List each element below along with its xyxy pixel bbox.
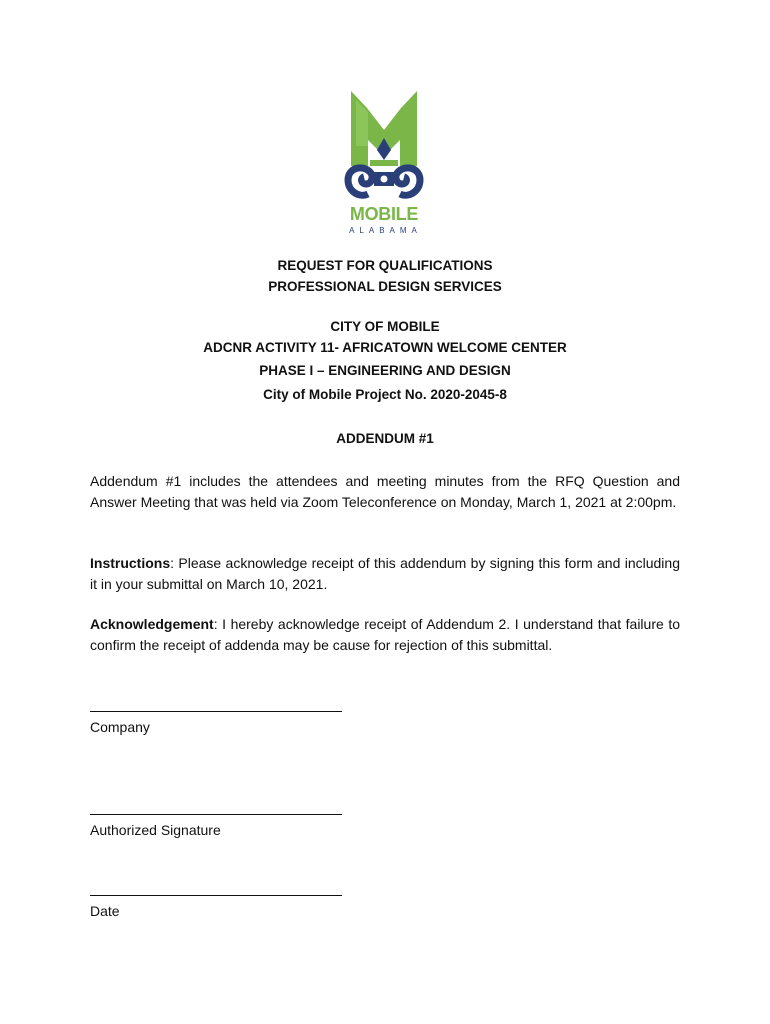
company-label: Company — [90, 719, 150, 735]
city-title: CITY OF MOBILE — [330, 319, 440, 334]
acknowledgement-label: Acknowledgement — [90, 616, 214, 632]
city-of-mobile-logo — [334, 88, 434, 240]
intro-paragraph: Addendum #1 includes the attendees and meeting minutes from the RFQ Question and Answer Meeting that was held via Zoom Teleconference on Monday, March 1, 2021 at 2:00pm. — [90, 473, 680, 510]
services-title: PROFESSIONAL DESIGN SERVICES — [268, 279, 502, 294]
addendum-heading: ADDENDUM #1 — [336, 431, 434, 446]
date-label: Date — [90, 903, 120, 919]
phase-title: PHASE I – ENGINEERING AND DESIGN — [259, 363, 511, 378]
authorized-signature-line[interactable] — [90, 814, 342, 815]
instructions-paragraph — [90, 553, 680, 594]
instructions-label: Instructions — [90, 555, 171, 571]
company-signature-line[interactable] — [90, 711, 342, 712]
date-signature-line[interactable] — [90, 895, 342, 896]
rfq-title: REQUEST FOR QUALIFICATIONS — [277, 258, 493, 273]
acknowledgement-text: : I hereby acknowledge receipt of Addendum 2. I understand that failure to confirm the receipt of addenda may be cause for rejection of this submittal. — [90, 616, 680, 653]
logo-wordmark: MOBILE — [349, 204, 419, 224]
acknowledgement-paragraph — [90, 614, 680, 655]
project-number: City of Mobile Project No. 2020-2045-8 — [263, 387, 507, 402]
instructions-text: : Please acknowledge receipt of this addendum by signing this form and including it in your submittal on March 10, 2021. — [90, 555, 680, 592]
logo-subtitle: ALABAMA — [349, 226, 422, 235]
activity-title: ADCNR ACTIVITY 11- AFRICATOWN WELCOME CENTER — [203, 340, 567, 355]
mobile-m-emblem-icon — [334, 88, 434, 204]
authorized-signature-label: Authorized Signature — [90, 822, 221, 838]
